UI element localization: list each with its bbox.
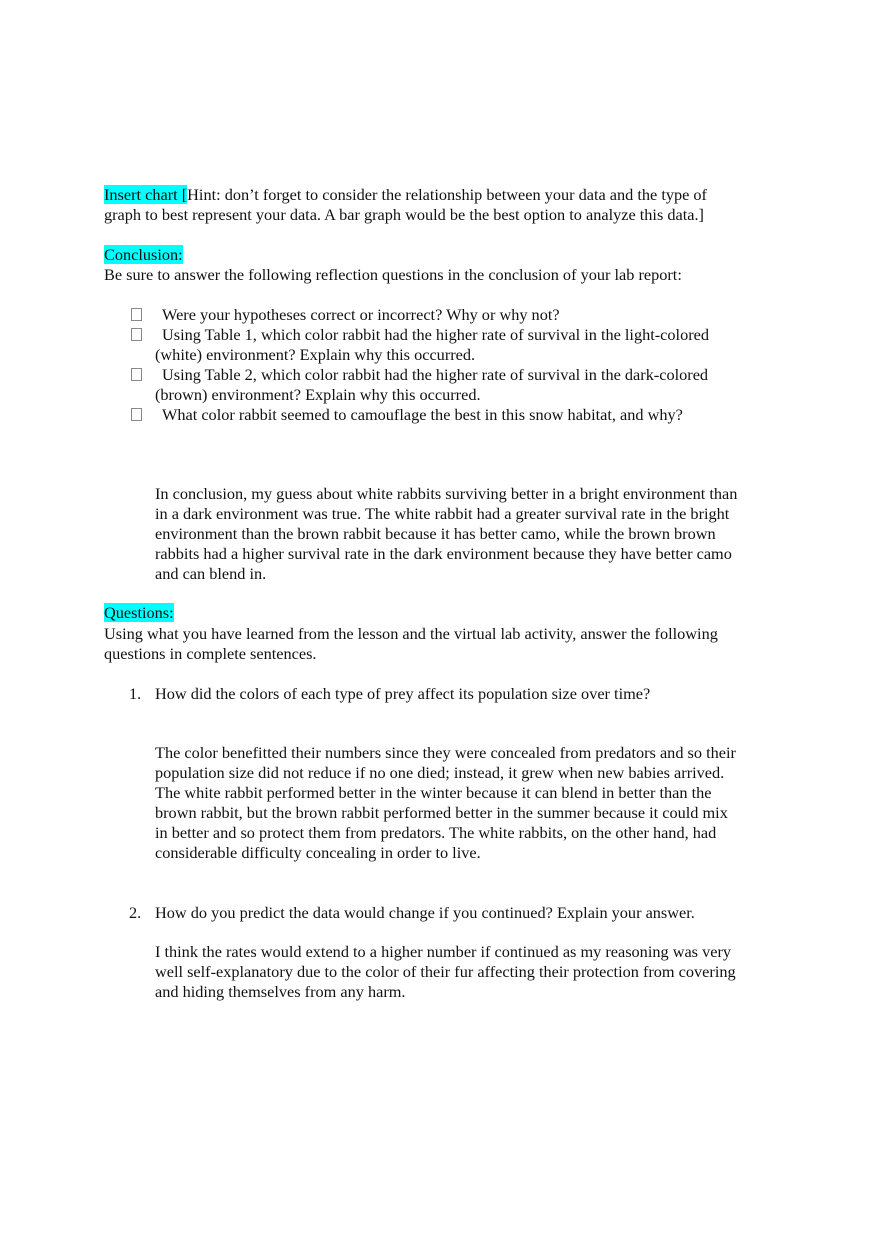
answer-line: In conclusion, my guess about white rabbits surviving better in a bright environment than [155,484,738,503]
bullet-text: What color rabbit seemed to camouflage the best in this snow habitat, and why? [162,405,683,424]
checkbox-icon [131,308,142,321]
conclusion-intro: Be sure to answer the following reflection questions in the conclusion of your lab report: [104,265,682,284]
checkbox-icon [131,368,142,381]
insert-chart-line-1 [104,185,707,205]
bullet-3 [131,365,708,385]
answer-line: considerable difficulty concealing in order to live. [155,843,481,862]
answer-line: The white rabbit performed better in the winter because it can blend in better than the [155,783,712,802]
answer-line: in a dark environment was true. The white rabbit had a greater survival rate in the bright [155,504,730,523]
answer-line: and hiding themselves from any harm. [155,982,406,1001]
questions-heading-text: Questions: [104,603,174,622]
answer-line: I think the rates would extend to a higher number if continued as my reasoning was very [155,942,732,961]
checkbox-icon [131,408,142,421]
answer-line: well self-explanatory due to the color of their fur affecting their protection from covering [155,962,736,981]
bullet-3-cont: (brown) environment? Explain why this occurred. [155,385,481,404]
bullet-text: Using Table 1, which color rabbit had the higher rate of survival in the light-colored [162,325,709,344]
answer-line: rabbits had a higher survival rate in the dark environment because they have better camo [155,544,732,563]
bullet-2 [131,325,709,345]
insert-chart-highlight: Insert chart [ [104,185,188,204]
question-2-number: 2. [129,903,142,922]
bullet-text: Were your hypotheses correct or incorrect? Why or why not? [162,305,560,324]
answer-line: population size did not reduce if no one died; instead, it grew when new babies arrived. [155,763,725,782]
answer-line: in better and so protect them from predators. The white rabbits, on the other hand, had [155,823,717,842]
question-1-number: 1. [129,684,142,703]
bullet-4 [131,405,683,425]
answer-line: brown rabbit, but the brown rabbit performed better in the summer because it could mix [155,803,728,822]
question-1: How did the colors of each type of prey affect its population size over time? [155,684,651,703]
hint-text: Hint: don’t forget to consider the relationship between your data and the type of [187,185,707,204]
insert-chart-line-2: graph to best represent your data. A bar graph would be the best option to analyze this data.] [104,205,704,224]
answer-line: environment than the brown rabbit because it has better camo, while the brown brown [155,524,716,543]
conclusion-heading-text: Conclusion: [104,245,183,264]
questions-intro: Using what you have learned from the lesson and the virtual lab activity, answer the following [104,624,718,643]
questions-intro: questions in complete sentences. [104,644,317,663]
answer-line: and can blend in. [155,564,267,583]
bullet-text: Using Table 2, which color rabbit had the higher rate of survival in the dark-colored [162,365,709,384]
questions-heading [104,603,174,623]
bullet-1 [131,305,560,325]
question-2: How do you predict the data would change if you continued? Explain your answer. [155,903,695,922]
bullet-2-cont: (white) environment? Explain why this occurred. [155,345,476,364]
checkbox-icon [131,328,142,341]
answer-line: The color benefitted their numbers since they were concealed from predators and so their [155,743,736,762]
conclusion-heading [104,245,183,265]
